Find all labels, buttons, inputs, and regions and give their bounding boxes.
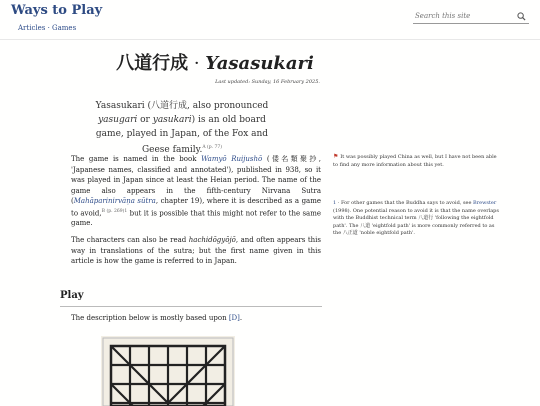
intro-text-3: ) is an old board game, played in Japan, of the Fox and Geese family. (95, 115, 269, 155)
page-title (0, 49, 430, 75)
sidenote-2-text-2: (1998). One potential reason to avoid it is that the name overlaps with the Buddhist technical term 八道行 'following the eightfold path'. The 八道 'eightfold path' is more commonly referred to as the 八正道 'noble eightfold path'. (333, 207, 499, 236)
p2-text-1: The characters can also be read (71, 236, 189, 244)
intro-term-yasukari: yasukari (152, 115, 192, 125)
sidenote-2-text-1: · For other games that the Buddha says to avoid, see (336, 200, 474, 206)
intro-term-yasugari: yasugari (98, 115, 138, 125)
title-en: Yasasukari (205, 53, 314, 74)
last-updated: Last updated: Sunday, 16 February 2025. (215, 79, 320, 85)
flag-icon: ⚑ (333, 153, 341, 160)
site-nav[interactable]: Articles · Games (18, 24, 77, 32)
title-cjk: 八道行成 (116, 53, 189, 74)
p1-text-3: , chapter 19), where it is described as a game to avoid, (71, 197, 322, 217)
p1-citation[interactable]: B (p. 269) (101, 208, 125, 214)
p1-text-1: The game is named in the book (71, 155, 202, 163)
title-separator: · (188, 53, 206, 74)
sidenote-1-text: It was possibly played China as well, but I have not been able to find any more information about this yet. (333, 154, 497, 168)
p2-text-2: , and often appears this way in translations of the sutra; but the first name given in this article is how the game is referred to in Japan. (71, 236, 321, 265)
search-icon[interactable] (517, 12, 526, 21)
sidenote-avoid (333, 200, 503, 238)
p3-text-1: The description below is mostly based upon (71, 314, 229, 322)
intro-paragraph (90, 99, 274, 157)
section-divider (60, 306, 322, 307)
p3-text-2: . (239, 314, 243, 322)
header-divider (0, 39, 540, 40)
intro-citation[interactable]: A (p. 77) (202, 145, 223, 150)
p1-footnote-ref[interactable]: 1 (124, 208, 128, 214)
search-input[interactable] (413, 10, 517, 22)
search-box[interactable] (413, 10, 529, 24)
p2-term: hachidōgyōjō (188, 236, 236, 244)
sidenote-number: 1 (333, 200, 337, 206)
board-illustration (101, 336, 235, 406)
intro-text-1: Yasasukari (八道行成, also pronounced (95, 101, 269, 111)
paragraph-reading (71, 235, 321, 267)
paragraph-play (71, 313, 321, 324)
p1-text-4: but it is possible that this might not refer to the same game. (71, 208, 321, 228)
sidenote-china (333, 153, 503, 169)
section-heading-play: Play (60, 290, 84, 301)
paragraph-history (71, 154, 321, 229)
intro-text-2: or (137, 115, 153, 125)
p1-text-2: (倭名類聚抄, 'Japanese names, classified and annotated'), published in 938, so it was played in Japan since at least the Heian period. The name of the game also appears in the fifth-century Nirvana Sutra ( (71, 155, 321, 205)
source-d-link[interactable]: [D] (228, 314, 240, 322)
sutra-link[interactable]: Mahāparinirvāṇa sūtra (73, 197, 156, 205)
book-link[interactable]: Wamyō Ruijushō (201, 155, 263, 163)
brewster-link[interactable]: Brewster (473, 200, 497, 206)
site-title[interactable]: Ways to Play (11, 3, 103, 18)
